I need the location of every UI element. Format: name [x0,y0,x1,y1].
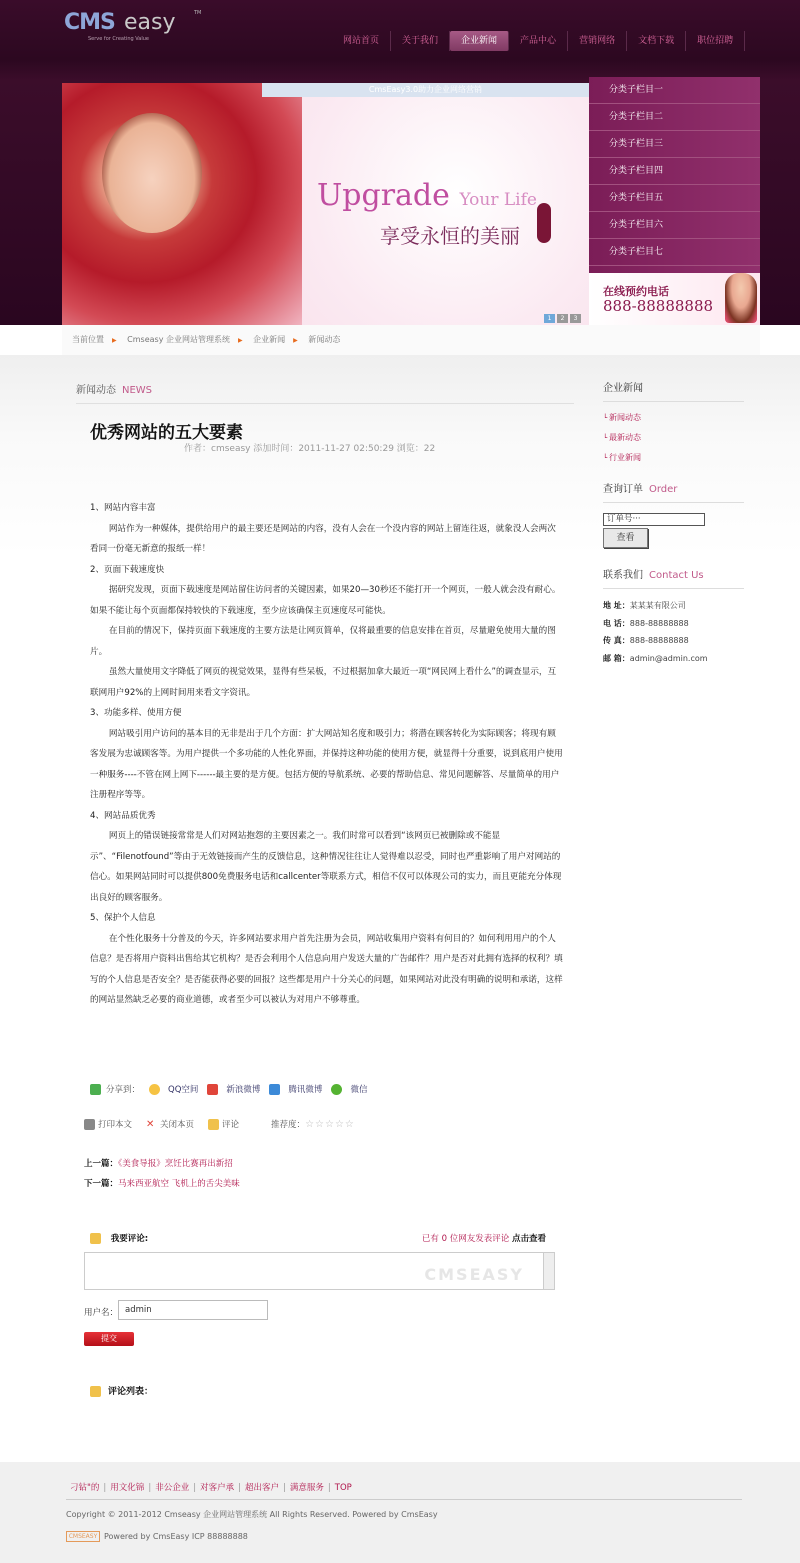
banner-dot-2[interactable]: 2 [557,314,568,323]
share-label: 分享到： [106,1085,141,1095]
contact-row [603,650,744,668]
printer-icon [84,1119,95,1130]
comment-view-link[interactable]: 点击查看 [511,1234,546,1244]
contact-key: 传 真： [603,636,630,645]
article-paragraph: 网页上的错误链接常常是人们对网站抱怨的主要因素之一。我们时常可以看到“该网页已被删除或不能显示”、“Filenotfound”等由于无效链接而产生的反馈信息，这种情况往往让人觉得难以忍受，同时也严重影响了用户对网站的信心。如果网站同时可以提供800免费服务电话和callcenter等联系方式，相信不仅可以体现公司的实力，而且更能充分体现出良好的顾客服务。 [90,831,562,903]
share-wechat[interactable]: 微信 [350,1085,368,1095]
divider [603,502,744,503]
logo-tm: TM [194,10,202,16]
share-bar [90,1083,367,1095]
sidebar-news-title: 企业新闻 [603,383,643,394]
comment-count-suffix: 位网友发表评论 [449,1234,510,1244]
banner-vase-image [537,203,551,243]
comment-count-value: 0 [441,1234,448,1244]
banner-woman-image [62,83,302,325]
close-icon: ✕ [146,1119,155,1130]
submit-button[interactable] [84,1332,134,1346]
footer-links [70,1481,356,1493]
tencent-weibo-icon [269,1084,280,1095]
contact-key: 邮 箱： [603,653,630,663]
banner-headline [317,178,537,213]
hotline-number: 888-88888888 [603,297,714,315]
nav-item[interactable]: 关于我们 [391,31,450,51]
article-subheading: 3、功能多样、使用方便 [90,708,182,718]
contact-row [603,597,744,615]
weibo-icon [207,1084,218,1095]
comment-list-label: 评论列表： [108,1387,154,1397]
watermark-logo: CMSEASY [424,1265,524,1284]
share-weibo[interactable]: 新浪微博 [226,1085,261,1095]
sidebar-item[interactable]: └ 行业新闻 [603,448,744,468]
footer-link[interactable]: 对客户承 [200,1483,235,1493]
banner-dots [544,314,581,323]
category-menu-item[interactable]: 分类子栏目三 [589,131,760,158]
article-subheading: 1、网站内容丰富 [90,503,156,513]
footer-link[interactable]: 用文化锦 [110,1483,145,1493]
main-nav [332,31,745,51]
banner-dot-3[interactable]: 3 [570,314,581,323]
breadcrumb [62,325,760,355]
prev-article-link[interactable]: 《美食导报》烹饪比赛再出新招 [118,1159,233,1169]
logo-text-easy: easy [124,10,176,35]
next-article [84,1177,240,1189]
chevron-right-icon: ▶ [112,337,117,344]
banner-caption: CmsEasy3.0助力企业网络营销 [262,83,589,97]
comment-list-title [90,1384,153,1397]
footer-separator: | [148,1483,152,1493]
site-logo[interactable] [64,10,204,44]
article-subheading: 5、保护个人信息 [90,913,156,923]
contact-value: 某某某有限公司 [629,601,686,610]
nav-item[interactable]: 网站首页 [332,31,391,51]
prev-label: 上一篇： [84,1159,119,1169]
contact-value: 888-88888888 [629,636,689,645]
folder-icon [90,1233,101,1244]
next-label: 下一篇： [84,1179,119,1189]
comment-header [90,1232,546,1244]
breadcrumb-item[interactable]: 新闻动态 [308,335,341,344]
comment-link[interactable] [208,1118,239,1130]
username-input[interactable]: admin [118,1300,268,1320]
contact-title: 联系我们 [603,570,643,581]
article-title: 优秀网站的五大要素 [90,423,243,443]
order-title: 查询订单 [603,484,643,495]
article-meta: 作者：cmseasy 添加时间：2011-11-27 02:50:29 浏览：22 [184,444,436,454]
category-menu-item[interactable]: 分类子栏目一 [589,77,760,104]
contact-value: 888-88888888 [629,618,689,628]
banner-headline-small: Your Life [459,190,537,210]
print-button[interactable] [84,1118,132,1130]
footer-link[interactable]: 超出客户 [244,1483,279,1493]
article-paragraph: 网站作为一种媒体，提供给用户的最主要还是网站的内容，没有人会在一个没内容的网站上留连往返，就象没人会两次看同一份毫无新意的报纸一样！ [90,523,556,554]
contact-row [603,632,744,650]
contact-title-en: Contact Us [649,570,704,581]
breadcrumb-item[interactable]: Cmseasy 企业网站管理系统 [127,335,230,344]
sidebar-contact-title [603,566,744,581]
article-tools [84,1118,355,1130]
nav-item[interactable]: 产品中心 [509,31,568,51]
contact-key: 地 址： [603,601,630,610]
close-label: 关闭本页 [160,1120,195,1130]
article-paragraph: 网站吸引用户访问的基本目的无非是出于几个方面：扩大网站知名度和吸引力；将潜在顾客转化为实际顾客；将现有顾客发展为忠诚顾客等。为用户提供一个多功能的人性化界面，并保持这种功能的使用方便，就显得十分重要，说到底用户使用一种服务----不管在网上网下------最主要的是方便。包括方便的导航系统、必要的帮助信息、常见问题解答、尽量简单的用户注册程序等等。 [90,728,563,800]
contact-key: 电 话： [603,618,630,628]
footer-link[interactable]: TOP [334,1483,352,1493]
submit-label: 提交 [101,1334,117,1343]
username-label: 用户名： [84,1308,119,1318]
divider [603,401,744,402]
share-tencent[interactable]: 腾讯微博 [288,1085,323,1095]
folder-icon [208,1119,219,1130]
star-rating-icon[interactable]: ☆☆☆☆☆ [305,1119,355,1130]
sidebar-order-title [603,480,744,495]
prev-article [84,1157,233,1169]
article-subheading: 2、页面下载速度快 [90,564,165,575]
section-title-en: NEWS [122,385,153,396]
divider [76,403,574,404]
chevron-right-icon: ▶ [293,337,298,344]
chevron-right-icon: ▶ [238,337,243,344]
article-subheading: 4、网站品质优秀 [90,810,156,821]
section-title: 新闻动态 [76,385,116,396]
logo-text-cms: CMS [64,10,115,35]
order-number-input[interactable]: 订单号··· [603,513,705,526]
logo-tagline: Serve for Creating Value [88,36,149,42]
comment-label: 评论 [222,1120,240,1130]
footer-link[interactable]: 非公企业 [155,1483,190,1493]
category-menu-item[interactable]: 分类子栏目四 [589,158,760,185]
banner-slider[interactable] [62,83,589,325]
category-menu-item[interactable]: 分类子栏目五 [589,185,760,212]
contact-info [603,597,744,667]
powered-by [66,1531,248,1542]
plus-icon [90,1084,101,1095]
comment-heading: 我要评论: [110,1234,149,1244]
comment-count [422,1232,546,1244]
article-paragraph: 在目前的情况下，保持页面下载速度的主要方法是让网页简单，仅将最重要的信息安排在首页，尽量避免使用大量的图片。 [90,626,556,657]
article-paragraph: 据研究发现，页面下载速度是网站留住访问者的关键因素，如果20—30秒还不能打开一个网页，一般人就会没有耐心。如果不能让每个页面都保持较快的下载速度，至少应该确保主页速度尽可能快。 [90,585,561,616]
footer-separator: | [103,1483,107,1493]
contact-value: admin@admin.com [629,653,708,663]
category-menu-item[interactable]: 分类子栏目二 [589,104,760,131]
rating-label: 推荐度： [271,1120,306,1130]
banner-headline-main: Upgrade [317,178,450,213]
nav-item[interactable]: 企业新闻 [450,31,509,51]
site-header [0,0,800,325]
footer-separator: | [193,1483,197,1493]
footer-separator: | [238,1483,241,1493]
article-body [90,498,563,1011]
site-footer [0,1462,800,1563]
order-title-en: Order [649,484,678,495]
hotline-box [589,273,760,325]
nav-item[interactable]: 职位招聘 [686,31,745,51]
rating [271,1118,355,1130]
folder-icon [90,1386,101,1397]
divider [66,1499,742,1500]
article-paragraph: 在个性化服务十分普及的今天，许多网站要求用户首先注册为会员，网站收集用户资料有何目的？如何利用用户的个人信息？是否将用户资料出售给其它机构？是否会利用个人信息向用户发送大量的广告邮件？用户是否对此拥有选择的权利？填写的个人信息是否安全？是否能获得必要的回报？这些都是用户十分关心的问题，如果网站对此没有明确的说明和承诺，这样的网站显然缺乏必要的商业道德，或者至少可以被认为对用户不够尊重。 [90,933,563,1005]
print-label: 打印本文 [98,1120,133,1130]
footer-separator: | [327,1483,331,1493]
order-view-button[interactable]: 查看 [603,528,648,548]
category-menu-item[interactable]: 分类子栏目七 [589,239,760,266]
footer-link[interactable]: 满意服务 [289,1483,324,1493]
category-menu [589,77,760,273]
qzone-icon [149,1084,160,1095]
section-heading [76,381,152,396]
divider [603,588,744,589]
footer-link[interactable]: 刁钻"的 [70,1483,100,1493]
nav-item[interactable]: 营销网络 [568,31,627,51]
sidebar [603,355,744,667]
banner-slogan: 享受永恒的美丽 [380,224,520,248]
hotline-agent-image [725,273,757,323]
nav-item[interactable]: 文档下载 [627,31,686,51]
close-button[interactable] [146,1118,194,1130]
next-article-link[interactable]: 马来西亚航空 飞机上的舌尖美味 [118,1179,240,1189]
breadcrumb-item: 当前位置 [72,335,104,344]
category-menu-item[interactable]: 分类子栏目六 [589,212,760,239]
footer-separator: | [282,1483,286,1493]
wechat-icon [331,1084,342,1095]
hotline-label: 在线预约电话 [603,285,669,298]
comment-textarea[interactable] [84,1252,555,1290]
copyright: Copyright © 2011-2012 Cmseasy 企业网站管理系统 All Rights Reserved. Powered by CmsEasy [66,1510,438,1519]
scrollbar[interactable] [543,1253,554,1289]
breadcrumb-item[interactable]: 企业新闻 [253,335,286,344]
banner-face [102,113,202,233]
contact-row [603,615,744,633]
powered-text: Powered by CmsEasy ICP 88888888 [104,1532,248,1541]
banner-dot-1[interactable]: 1 [544,314,555,323]
sidebar-item[interactable]: └ 最新动态 [603,428,744,448]
article-paragraph: 虽然大量使用文字降低了网页的视觉效果，显得有些呆板，不过根据加拿大最近一项“网民网上看什么”的调查显示，互联网用户92%的上网时间用来看文字资讯。 [90,667,557,698]
sidebar-item[interactable]: └ 新闻动态 [603,408,744,428]
comment-count-prefix: 已有 [421,1234,439,1244]
share-qzone[interactable]: QQ空间 [168,1085,199,1095]
cmseasy-badge[interactable]: CMSEASY [66,1531,100,1542]
